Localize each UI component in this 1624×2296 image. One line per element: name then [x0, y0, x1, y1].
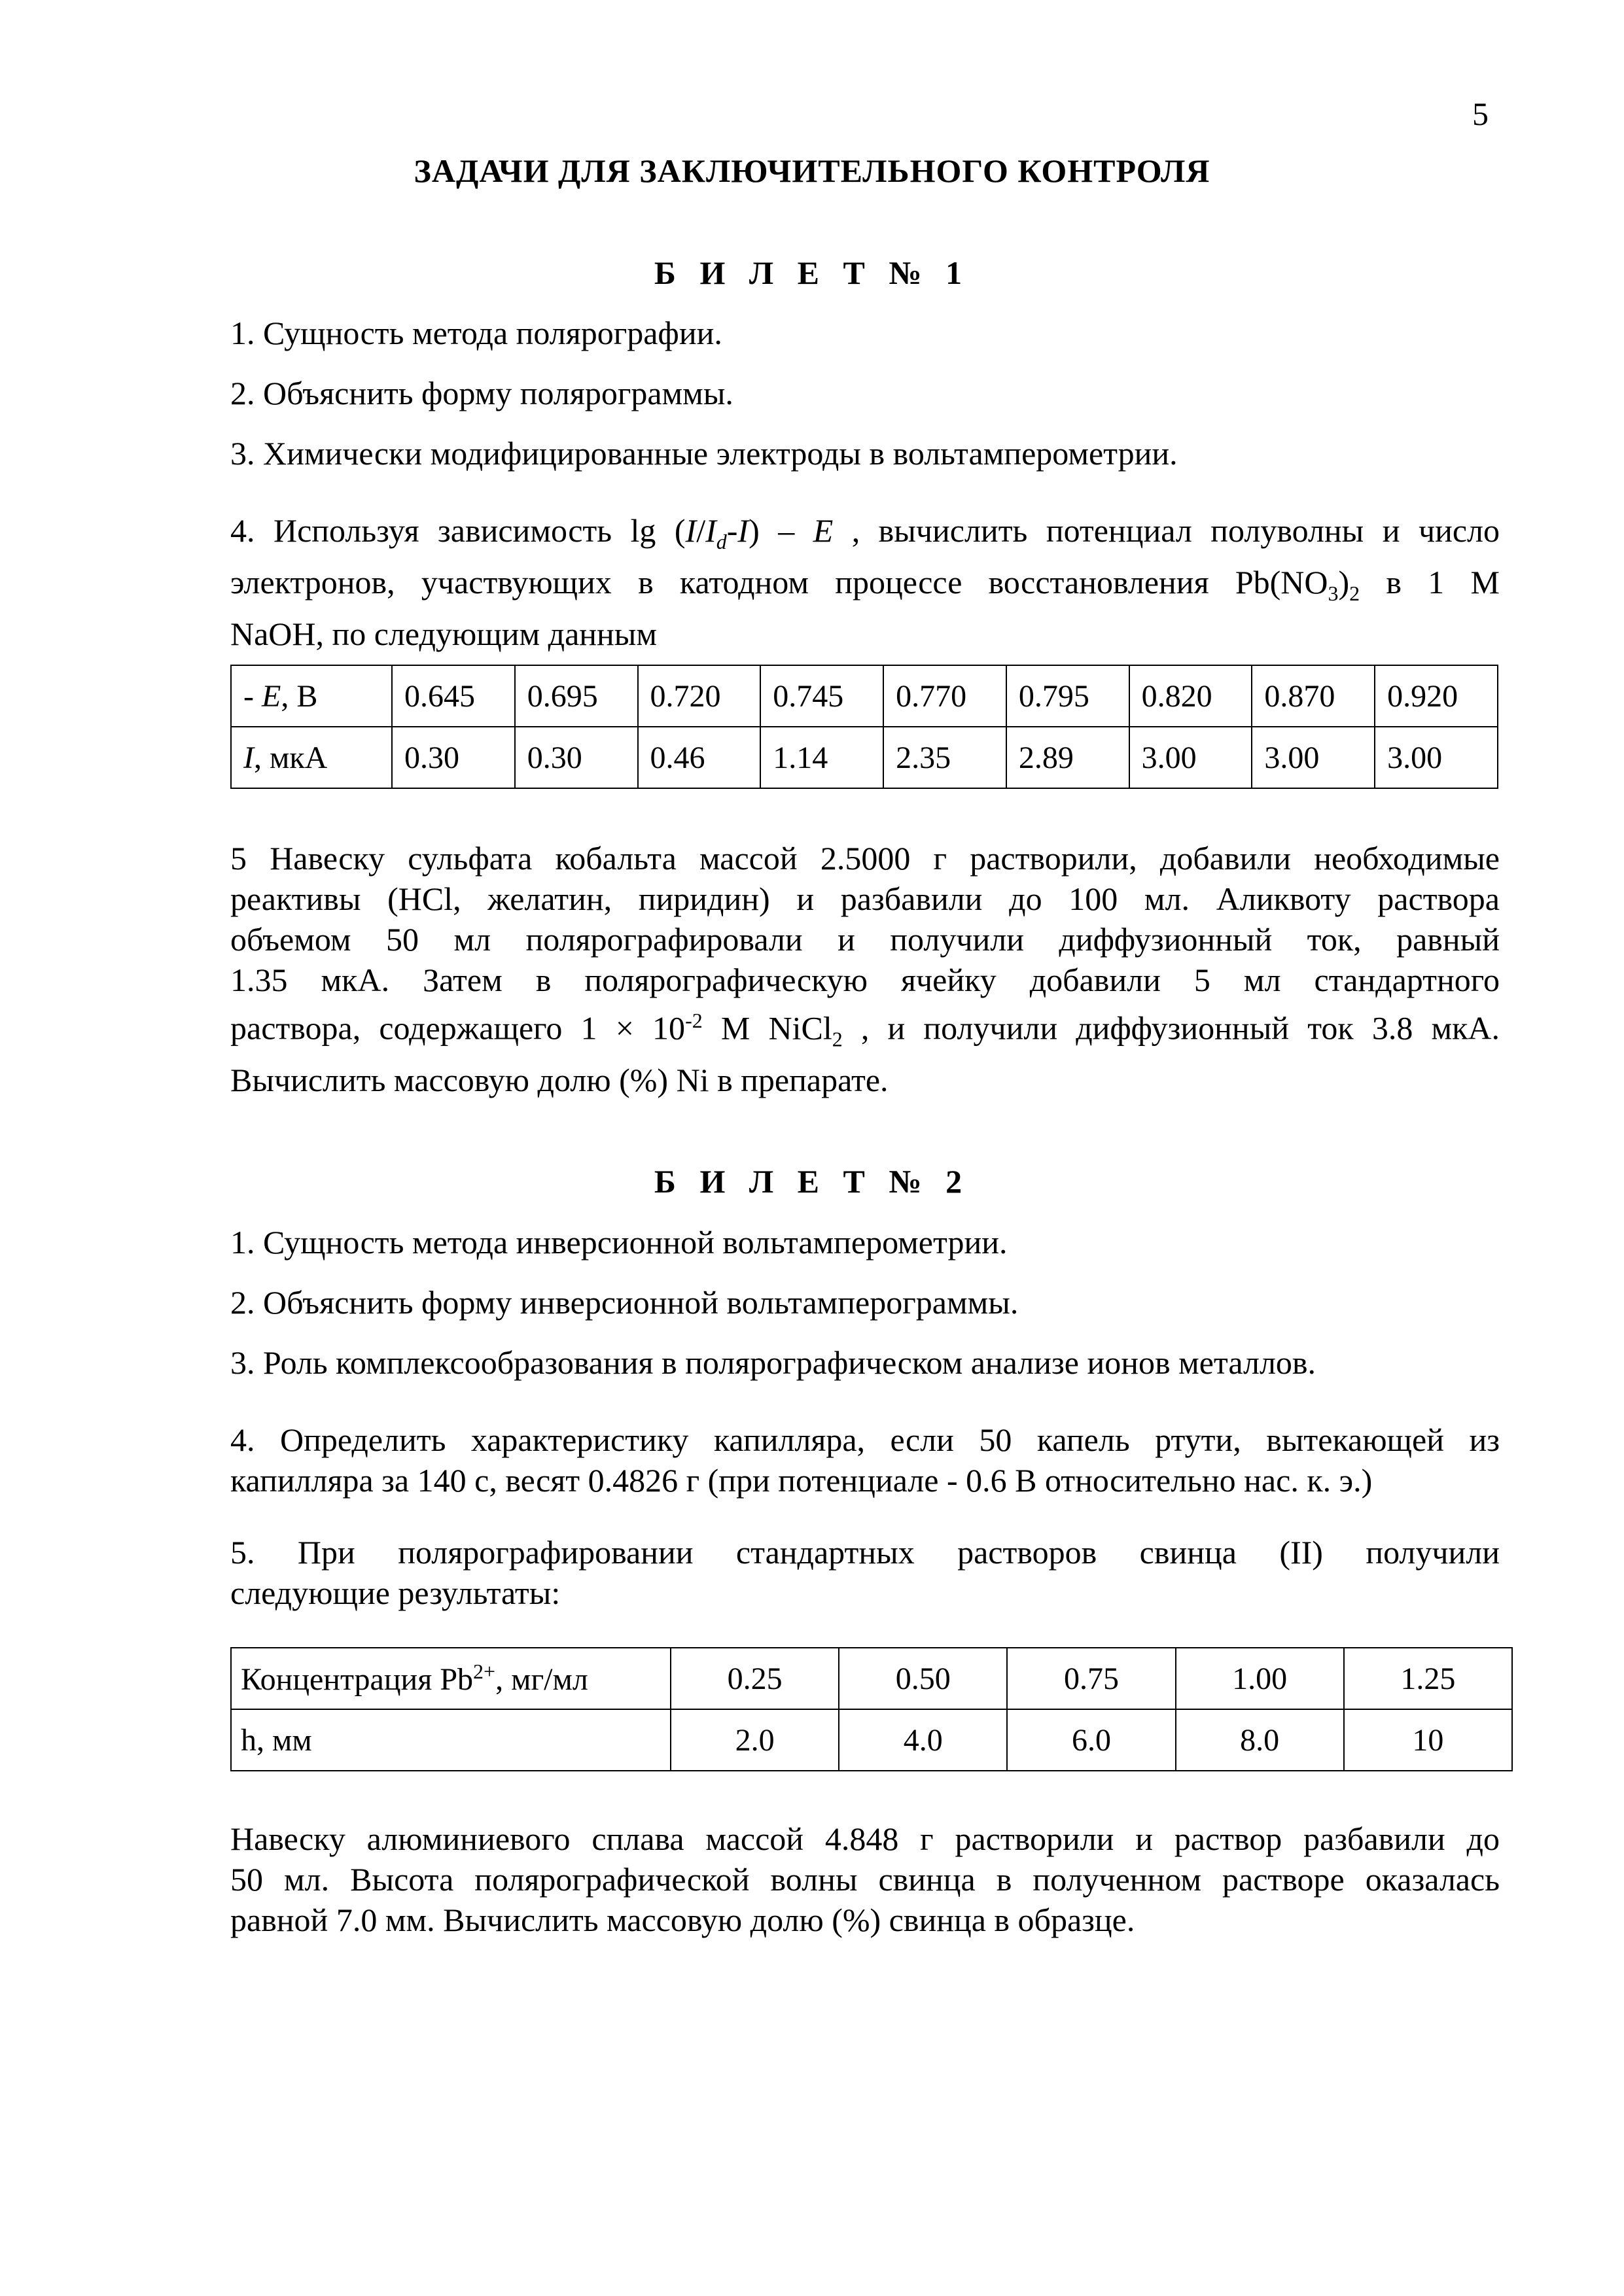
ticket-2-q6-line-3: равной 7.0 мм. Вычислить массовую долю (%) свинца в образце. — [230, 1902, 1135, 1938]
ticket-1-q5-line-2: реактивы (HCl, желатин, пиридин) и разбавили до 100 мл. Аликвоту раствора — [230, 880, 1500, 917]
ticket-2-question-3: 3. Роль комплексообразования в полярографическом анализе ионов металлов. — [230, 1344, 1316, 1381]
ticket-2-heading: Б И Л Е Т № 2 — [654, 1163, 970, 1200]
table-cell: 4.0 — [839, 1709, 1007, 1771]
ticket-2-q6-line-2: 50 мл. Высота полярографической волны свинца в полученном растворе оказалась — [230, 1861, 1500, 1898]
table-cell: 0.695 — [515, 665, 638, 727]
page-number: 5 — [1472, 96, 1489, 132]
ticket-2-question-4 — [230, 1419, 1500, 1501]
table-cell: 3.00 — [1129, 727, 1252, 788]
ticket-2-q5-line-2: следующие результаты: — [230, 1574, 561, 1611]
table-cell: - E, В — [231, 665, 392, 727]
table-cell: 0.30 — [515, 727, 638, 788]
table-cell: 8.0 — [1176, 1709, 1344, 1771]
table-cell: 3.00 — [1375, 727, 1498, 788]
table-cell: 0.46 — [638, 727, 761, 788]
table-cell: 0.770 — [883, 665, 1006, 727]
ticket-1-q5-line-4: 1.35 мкА. Затем в полярографическую ячейку добавили 5 мл стандартного — [230, 962, 1500, 998]
table-cell: I, мкА — [231, 727, 392, 788]
table-cell: 0.920 — [1375, 665, 1498, 727]
ticket-1-heading: Б И Л Е Т № 1 — [654, 254, 970, 291]
ticket-1-q5-line-3: объемом 50 мл полярографировали и получили диффузионный ток, равный — [230, 921, 1500, 958]
table-cell: Концентрация $Pb^{2+}$, мг/мл — [231, 1648, 671, 1709]
ticket-1-question-4 — [230, 510, 1500, 654]
ticket-1-data-table — [230, 665, 1498, 789]
ticket-2-question-1: 1. Сущность метода инверсионной вольтамперометрии. — [230, 1224, 1008, 1261]
ticket-1-q4-line-1: 4. Используя зависимость $\lg (I/I_d-I)$ – E , вычислить потенциал полуволны и число — [230, 512, 1500, 553]
ticket-1-question-3: 3. Химически модифицированные электроды в вольтамперометрии. — [230, 435, 1178, 472]
ticket-1-q4-line-3: NaOH, по следующим данным — [230, 616, 658, 652]
ticket-1-question-5 — [230, 838, 1500, 1100]
ticket-2-question-6 — [230, 1818, 1500, 1940]
table-cell: 1.00 — [1176, 1648, 1344, 1709]
table-row — [231, 1709, 1512, 1771]
table-cell: 0.25 — [671, 1648, 839, 1709]
ticket-1-q5-line-1: 5 Навеску сульфата кобальта массой 2.5000 г растворили, добавили необходимые — [230, 840, 1500, 877]
ticket-2-q5-line-1: 5. При полярографировании стандартных растворов свинца (II) получили — [230, 1534, 1500, 1571]
table-cell: 0.820 — [1129, 665, 1252, 727]
table-cell: 0.745 — [760, 665, 883, 727]
ticket-2-q6-line-1: Навеску алюминиевого сплава массой 4.848 г растворили и раствор разбавили до — [230, 1820, 1500, 1857]
ticket-1-q5-line-5: раствора, содержащего $1 \times 10^{-2}$ М NiCl$_2$ , и получили диффузионный ток 3.8 мкА. — [230, 1009, 1500, 1051]
table-cell: 1.25 — [1344, 1648, 1512, 1709]
page-title: ЗАДАЧИ ДЛЯ ЗАКЛЮЧИТЕЛЬНОГО КОНТРОЛЯ — [414, 152, 1210, 189]
table-cell: 2.35 — [883, 727, 1006, 788]
table-cell: 1.14 — [760, 727, 883, 788]
ticket-2-q4-line-1: 4. Определить характеристику капилляра, если 50 капель ртути, вытекающей из — [230, 1421, 1500, 1458]
ticket-2-q4-line-2: капилляра за 140 с, весят 0.4826 г (при потенциале - 0.6 В относительно нас. к. э.) — [230, 1462, 1373, 1499]
ticket-2-question-2: 2. Объяснить форму инверсионной вольтамперограммы. — [230, 1284, 1019, 1321]
ticket-1-question-1: 1. Сущность метода полярографии. — [230, 315, 722, 351]
table-row — [231, 1648, 1512, 1709]
table-cell: 0.645 — [392, 665, 515, 727]
table-cell: 0.795 — [1006, 665, 1129, 727]
table-cell: 3.00 — [1252, 727, 1375, 788]
ticket-2-question-5 — [230, 1532, 1500, 1613]
table-row — [231, 665, 1498, 727]
table-row — [231, 727, 1498, 788]
table-cell: 0.50 — [839, 1648, 1007, 1709]
table-cell: 0.30 — [392, 727, 515, 788]
ticket-1-q4-line-2: электронов, участвующих в катодном процессе восстановления $Pb(NO_3)_2$ в 1 М — [230, 564, 1500, 605]
ticket-1-q5-line-6: Вычислить массовую долю (%) Ni в препарате. — [230, 1061, 889, 1098]
ticket-1-question-2: 2. Объяснить форму полярограммы. — [230, 375, 733, 411]
table-cell: 10 — [1344, 1709, 1512, 1771]
table-cell: 0.720 — [638, 665, 761, 727]
table-cell: 2.89 — [1006, 727, 1129, 788]
table-cell: 6.0 — [1007, 1709, 1175, 1771]
table-cell: 0.75 — [1007, 1648, 1175, 1709]
ticket-2-data-table — [230, 1647, 1513, 1771]
table-cell: 2.0 — [671, 1709, 839, 1771]
table-cell: h, мм — [231, 1709, 671, 1771]
table-cell: 0.870 — [1252, 665, 1375, 727]
